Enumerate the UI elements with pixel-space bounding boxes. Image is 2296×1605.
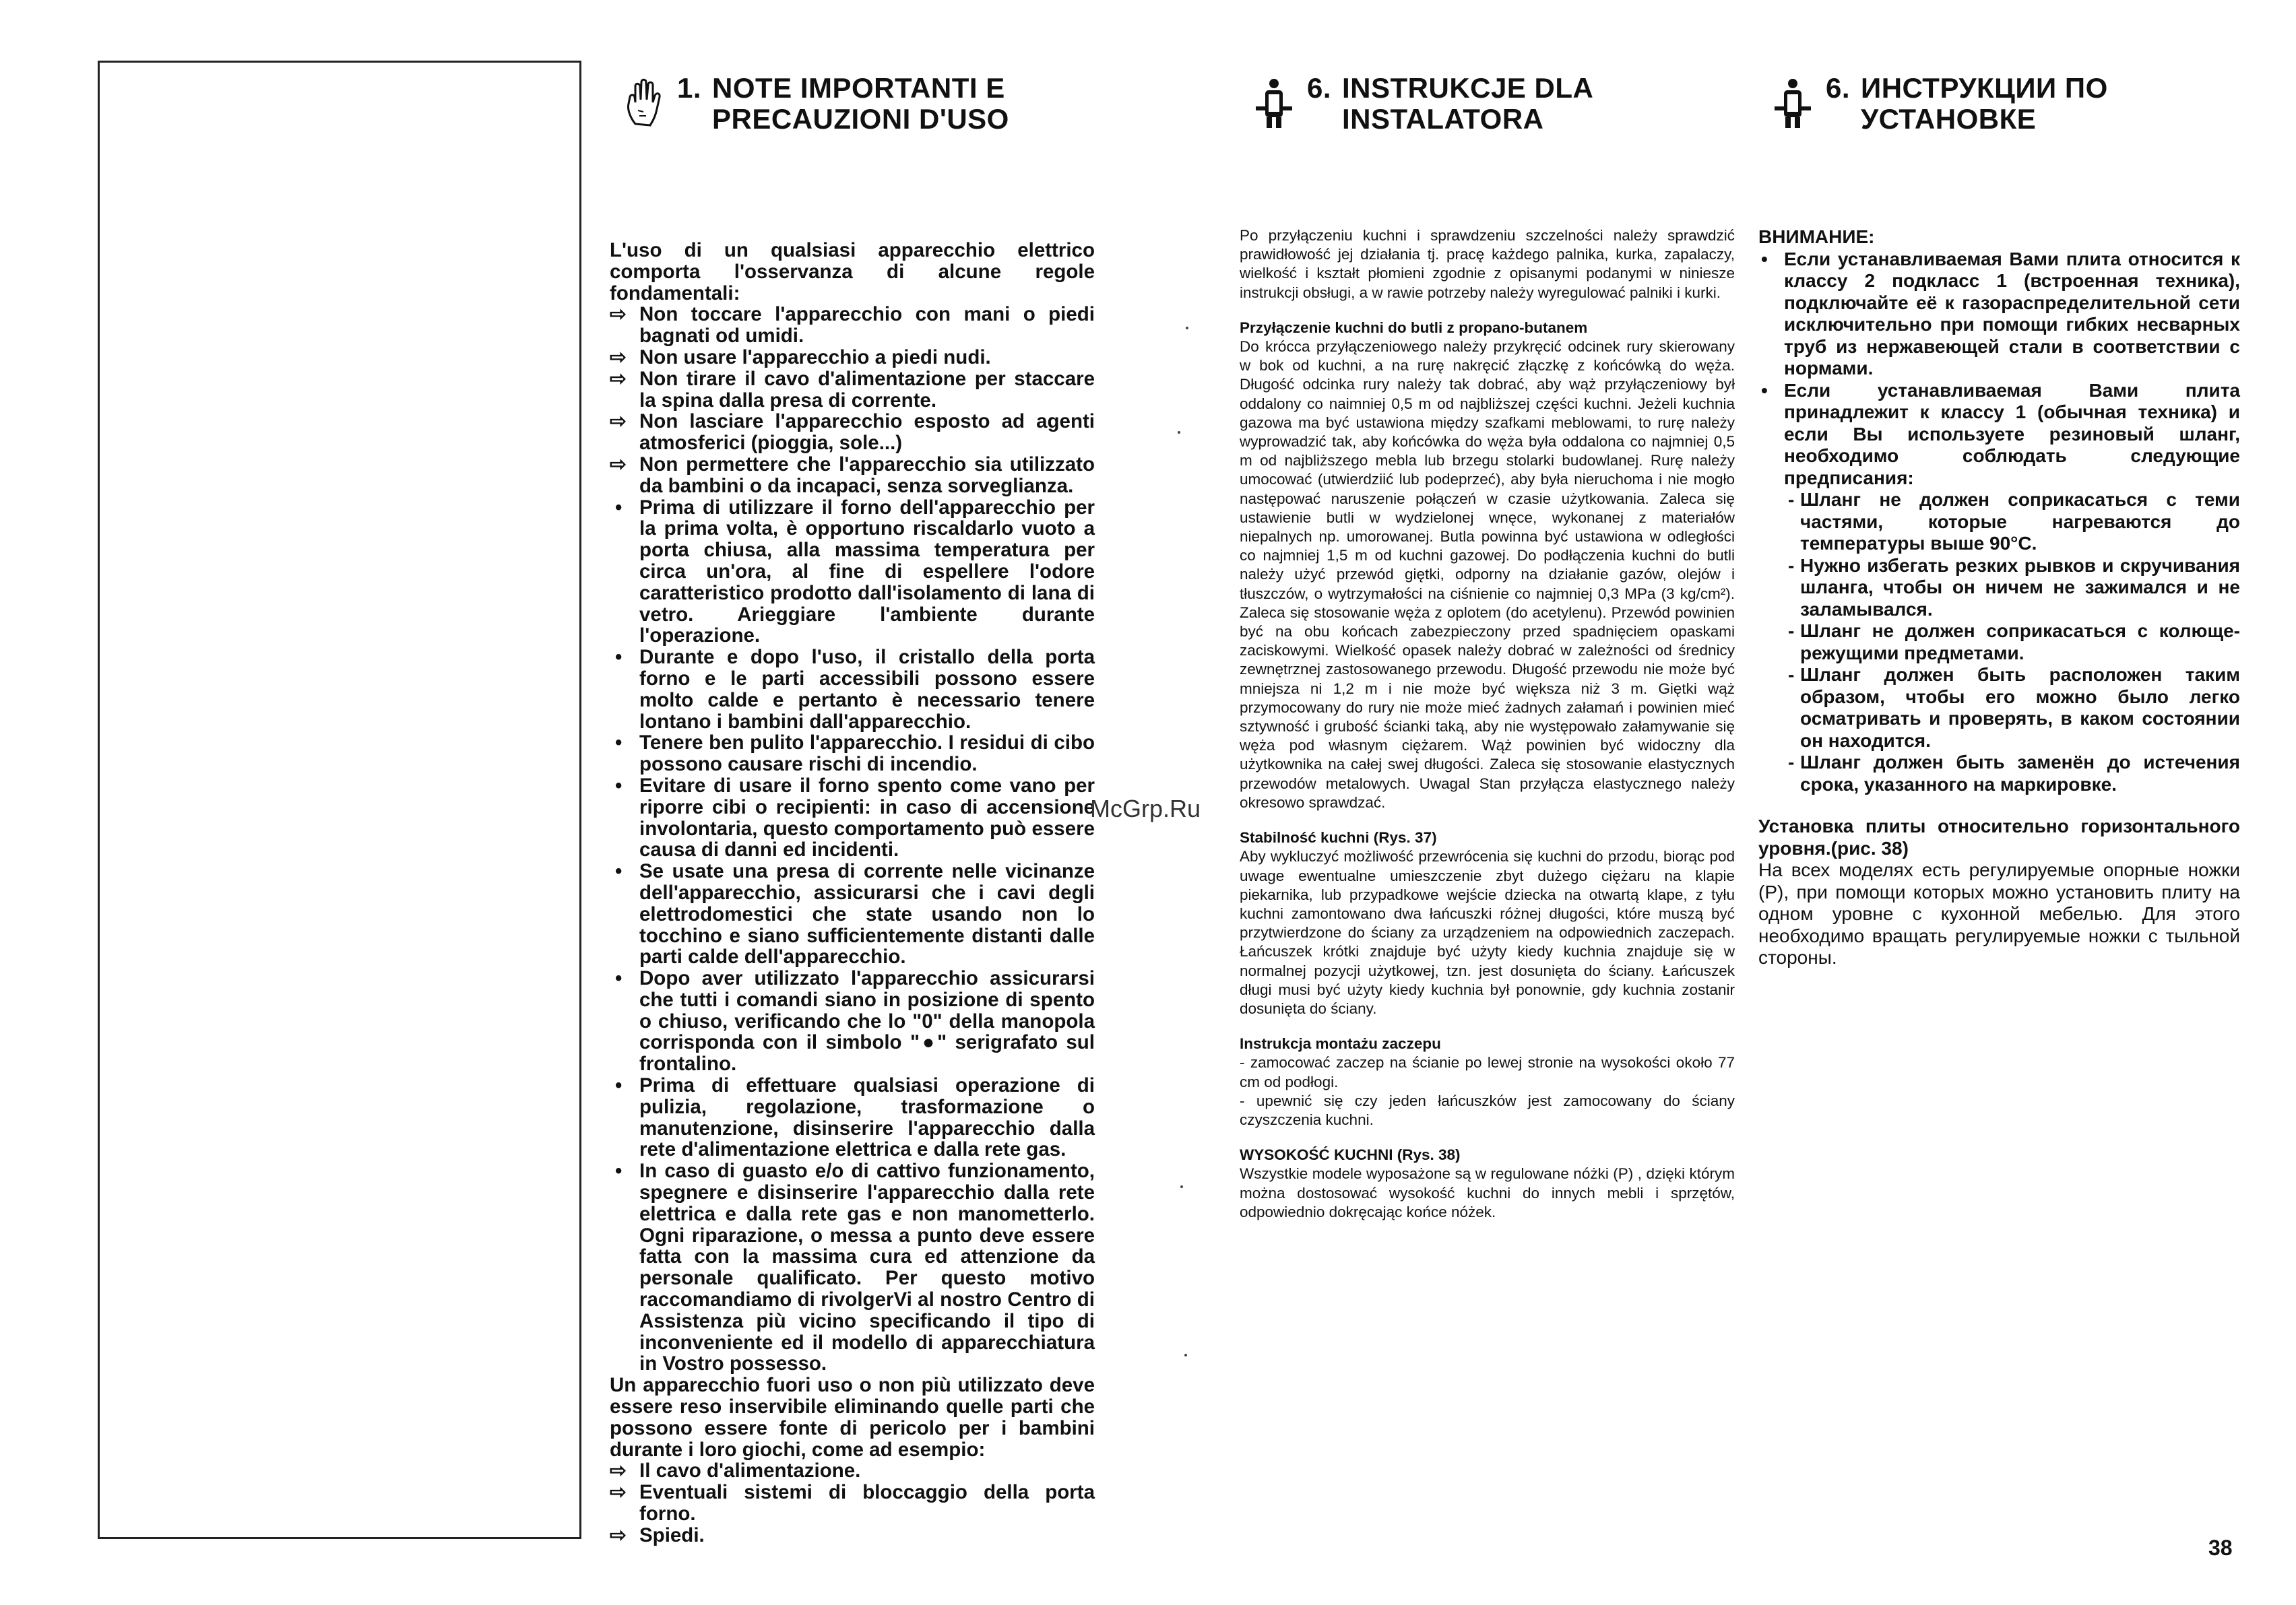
list-item: • In caso di guasto e/o di cattivo funzionamento, spegnere e disinserire l'apparecchio dalla rete elettrica e dalla rete gas e non manometterlo. Ogni riparazione, o messa a punto deve essere fatta con la massima cura ed attenzione da personale qualificato. Per questo motivo raccomandiamo di rivolgerVi al nostro Centro di Assistenza più vicino specificando il tipo di inconveniente ed il modello di apparecchiatura in Vostro possesso. — [615, 1160, 1095, 1375]
russian-title: 6. ИНСТРУКЦИИ ПО УСТАНОВКЕ — [1826, 72, 2108, 135]
polish-stab-text: Aby wykluczyć możliwość przewrócenia się kuchni do przodu, biorąc pod uwage ewentualne umieszczenie zbyt dużego ciężaru na klapie piekarnika, lub przypadkowe wejście dziecka na otwartą klape, z tyłu kuchni zamontowano dwa łańcuszki różnej długości, które muszą być przytwierdzone do ściany za urządzeniem na odpowiednich zaczepach. Łańcuszek krótki znajduje być użyty kiedy kuchnia znajduje się w normalnej pozycji użytkowej, tzn. jest dosunięta do ściany. Łańcuszek długi musi być użyty kiedy kuchnia był ponownie, gdy kuchnia zostanir dosunięta do ściany. — [1240, 848, 1735, 1017]
blank-image-frame — [98, 61, 581, 1539]
section-heading: Stabilność kuchni (Rys. 37) — [1240, 829, 1437, 847]
section-heading: WYSOKOŚĆ KUCHNI (Rys. 38) — [1240, 1146, 1461, 1164]
page-number: 38 — [2208, 1536, 2233, 1560]
list-item: - Шланг должен быть заменён до истечения срока, указанного на маркировке. — [1788, 752, 2240, 795]
list-item: ⇨ Non usare l'apparecchio a piedi nudi. — [610, 346, 991, 368]
russian-attention: ВНИМАНИЕ: — [1758, 226, 1875, 247]
section-heading: Установка плиты относительно горизонтального уровня.(рис. 38) — [1758, 816, 2240, 859]
italian-bullet-list — [610, 497, 1095, 1375]
polish-montaz-2: - upewnić się czy jeden łańcuszków jest zamocowany do ściany czyszczenia kuchni. — [1240, 1092, 1735, 1128]
speck — [1186, 327, 1188, 329]
speck — [1180, 1185, 1183, 1188]
list-item: • Se usate una presa di corrente nelle vicinanze dell'apparecchio, assicurarsi che i cavi degli elettrodomestici che state usando non lo tocchino e siano sufficientemente distanti dalle parti calde dell'apparecchio. — [615, 860, 1095, 969]
russian-bullet-list — [1758, 249, 2240, 490]
italian-title: 1. NOTE IMPORTANTI E PRECAUZIONI D'USO — [677, 72, 1009, 135]
list-item: ⇨ Spiedi. — [610, 1524, 705, 1546]
installer-icon — [1253, 77, 1295, 131]
list-item: • Prima di utilizzare il forno dell'apparecchio per la prima volta, è opportuno riscaldarlo vuoto a porta chiusa, alla massima temperatura per circa un'ora, al fine di espellere l'odore caratteristico prodotto dall'isolamento di lana di vetro. Arieggiare l'ambiente durante l'operazione. — [615, 496, 1095, 647]
russian-heading — [1758, 67, 2240, 182]
list-item: ⇨ Non tirare il cavo d'alimentazione per staccare la spina dalla presa di corrente. — [610, 367, 1095, 412]
italian-heading — [610, 67, 1095, 182]
list-item: ⇨ Non permettere che l'apparecchio sia utilizzato da bambini o da incapaci, senza sorveglianza. — [610, 453, 1095, 497]
russian-level-text: На всех моделях есть регулируемые опорные ножки (P), при помощи которых можно установить плиту на одном уровне с кухонной мебелью. Для этого необходимо вращать регулируемые ножки с тыльной стороны. — [1758, 859, 2240, 968]
installer-icon — [1772, 77, 1814, 131]
italian-final-list — [610, 1460, 1095, 1546]
list-item: - Шланг не должен соприкасаться с теми частями, которые нагреваются до температуры выше 90°С. — [1788, 489, 2240, 554]
russian-dash-list — [1758, 489, 2240, 795]
list-item: - Шланг не должен соприкасаться с колюще-режущими предметами. — [1788, 620, 2240, 663]
italian-intro: L'uso di un qualsiasi apparecchio elettrico comporta l'osservanza di alcune regole fondamentali: — [610, 239, 1095, 304]
list-item: - Шланг должен быть расположен таким образом, чтобы его можно было легко осматривать и проверять, в каком состоянии он находится. — [1788, 664, 2240, 751]
polish-section — [1240, 67, 1735, 1222]
polish-wys-text: Wszystkie modele wyposażone są w regulowane nóżki (P) , dzięki którym można dostosować wysokość kuchni do innych mebli i sprzętów, odpowiednio dokręcając końce nóżek. — [1240, 1165, 1735, 1220]
section-heading: Przyłączenie kuchni do butli z propano-butanem — [1240, 319, 1588, 336]
list-item: • Если устанавливаемая Вами плита относится к классу 2 подкласс 1 (встроенная техника), подключайте её к газораспределительной сети исключительно при помощи гибких несварных труб из нержавеющей стали в соответствии с нормами. — [1761, 248, 2240, 379]
italian-body — [610, 240, 1095, 1546]
polish-montaz-1: - zamocować zaczep na ścianie po lewej stronie na wysokości około 77 cm od podłogi. — [1240, 1054, 1735, 1090]
italian-section — [610, 67, 1095, 1546]
polish-heading — [1240, 67, 1735, 182]
hand-icon — [623, 77, 665, 131]
polish-title: 6. INSTRUKCJE DLA INSTALATORA — [1307, 72, 1594, 135]
polish-intro: Po przyłączeniu kuchni i sprawdzeniu szczelności należy sprawdzić prawidłowość jej działania tj. pracę każdego palnika, kurka, zapalaczy, wielkość i kształt płomieni zgodnie z opisanymi podanymi w niniesze instrukcji obsługi, a w rawie potrzeby należy wyregulować palniki i kurki. — [1240, 227, 1735, 301]
list-item: • Dopo aver utilizzato l'apparecchio assicurarsi che tutti i comandi siano in posizione di spento o chiuso, verificando che lo "0" della manopola corrisponda con il simbolo "●" serigrafato sul frontalino. — [615, 967, 1095, 1076]
russian-section — [1758, 67, 2240, 969]
russian-body — [1758, 226, 2240, 969]
list-item: ⇨ Non toccare l'apparecchio con mani o piedi bagnati od umidi. — [610, 303, 1095, 348]
list-item: • Durante e dopo l'uso, il cristallo della porta forno e le parti accessibili possono essere molto calde e pertanto è necessario tenere lontano i bambini dall'apparecchio. — [615, 646, 1095, 733]
list-item: • Prima di effettuare qualsiasi operazione di pulizia, regolazione, trasformazione o manutenzione, disinserire l'apparecchio dalla rete d'alimentazione elettrica e dalla rete gas. — [615, 1074, 1095, 1161]
italian-outro: Un apparecchio fuori uso o non più utilizzato deve essere reso inservibile eliminando quelle parti che possono essere fonte di pericolo per i bambini durante i loro giochi, come ad esempio: — [610, 1374, 1095, 1461]
watermark: McGrp.Ru — [1090, 795, 1201, 822]
speck — [1184, 1354, 1187, 1356]
list-item: ⇨ Il cavo d'alimentazione. — [610, 1460, 861, 1482]
section-heading: Instrukcja montażu zaczepu — [1240, 1035, 1441, 1053]
italian-arrow-list — [610, 304, 1095, 496]
list-item: - Нужно избегать резких рывков и скручивания шланга, чтобы он ничем не зажимался и не заламывался. — [1788, 554, 2240, 620]
list-item: ⇨ Eventuali sistemi di bloccaggio della porta forno. — [610, 1481, 1095, 1526]
speck — [1178, 431, 1180, 434]
list-item: ⇨ Non lasciare l'apparecchio esposto ad agenti atmosferici (pioggia, sole...) — [610, 410, 1095, 455]
polish-body — [1240, 226, 1735, 1222]
list-item: • Evitare di usare il forno spento come vano per riporre cibi o recipienti: in caso di accensione involontaria, questo comportamento può essere causa di danni ed incidenti. — [615, 774, 1095, 861]
list-item: • Tenere ben pulito l'apparecchio. I residui di cibo possono causare rischi di incendio. — [615, 731, 1095, 776]
list-item: • Если устанавливаемая Вами плита принадлежит к классу 1 (обычная техника) и если Вы используете резиновый шланг, необходимо соблюдать следующие предписания: — [1761, 379, 2240, 488]
polish-butla-text: Do krócca przyłączeniowego należy przykręcić odcinek rury skierowany w bok od kuchni, a na rurę nakręcić złączkę z końcówką do węża. Długość odcinka rury należy tak dobrać, aby wąż przyłączeniowy był oddalony co naimniej 0,5 m od najbliższej części kuchni. Jeżeli kuchnia gazowa ma być ustawiona między szafkami meblowami, to rurę należy wyprowadzić tak, aby końcówka do węża była oddalona co najmniej 0,5 m od najbliższego mebla lub brzegu stolarki budowlanej. Rurę należy umocować (utwierdziić lub podeprzeć), aby była nieruchoma i nie mogło następować naruszenie połączeń w czasie użytkowania. Zaleca się ustawienie butli w wydzielonej wnęce, wykonanej z materiałów niepalnych np. umorowanej. Butla powinna być ustawiona w odległości co najmniej 1,5 m od kuchni gazowej. Do podłączenia kuchni do butli należy użyć przewód giętki, odporny na działanie gazów, olejów i tłuszczów, o wytrzymałości na ciśnienie co najmniej 0,3 MPa (3 kg/cm²). Zaleca się stosowanie węża z oplotem (do acetylenu). Przewód powinien być na obu końcach zabezpieczony przed spadnięciem opaskami zaciskowymi. Wielkość opasek należy dobrać w zależności od średnicy zewnętrznej zastosowanego przewodu. Długość przewodu nie może być mniejsza ni 1,2 m i nie może być większa niż 3 m. Giętki wąż przymocowany do rury nie może mieć żadnych załamań i powinien mieć sztywność i grubość ścianki taką, aby nie występowało załamywanie się węża pod własnym ciężarem. Wąż powinien być widoczny dla użytkownika na całej swej długości. Zaleca się stosowanie elastycznych przewodów metalowych. Uwagal Stan przyłącza elastycznego należy okresowo sprawdzać. — [1240, 338, 1735, 811]
